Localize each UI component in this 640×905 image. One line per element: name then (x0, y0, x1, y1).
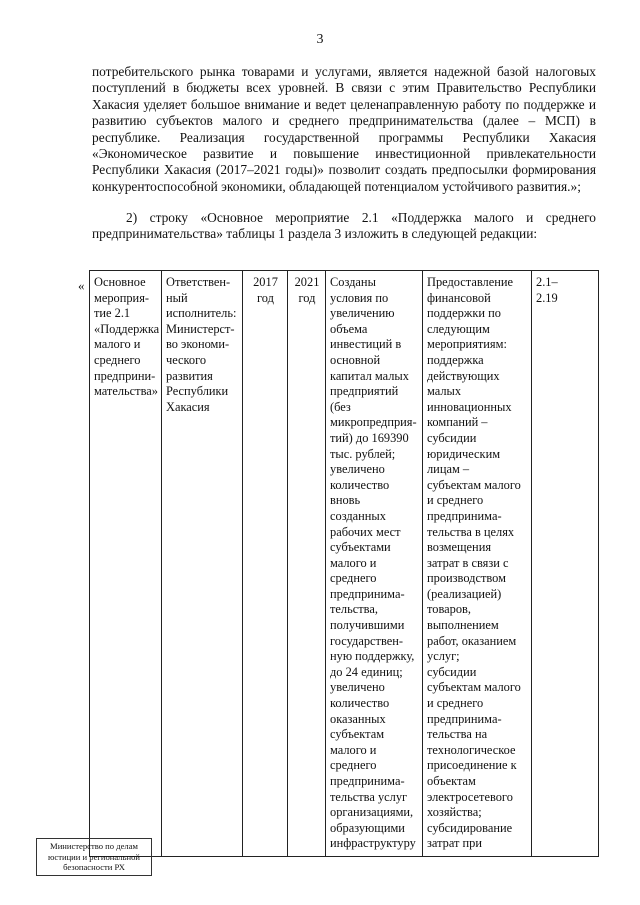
opening-quote-mark: « (78, 278, 85, 293)
cell-end-year: 2021 год (288, 271, 326, 857)
cell-expected-result: Созданы условия по увеличению объема инвестиций в основной капитал малых предприятий (без микропредприя- тий) до 169390 тыс. рублей; увеличено количество вновь созданных рабочих мест субъектами малого и среднего предпринима- тельства, получившими государствен- ную поддержку, до 24 единиц; увеличено количество оказанных субъектам малого и среднего предпринима- тельства услуг организациями, образующими инфраструктуру (326, 271, 423, 857)
page-number: 3 (316, 32, 324, 47)
cell-responsible: Ответствен- ный исполнитель: Министерст- во экономи- ческого развития Республики Хакасия (162, 271, 243, 857)
program-table (89, 270, 599, 857)
paragraph-intro: потребительского рынка товарами и услугами, является надежной базой налоговых поступлений в бюджеты всех уровней. В связи с этим Правительство Республики Хакасия уделяет большое внимание и ведет целенаправленную работу по поддержке и развитию субъектов малого и среднего предпринимательства (далее – МСП) в республике. Реализация государственной программы Республики Хакасия «Экономическое развитие и повышение инвестиционной привлекательности Республики Хакасия (2017–2021 годы)» позволит создать предпосылки формирования конкурентоспособной экономики, обладающей потенциалом устойчивого развития.»; (92, 64, 596, 194)
ministry-stamp: Министерство по делам юстиции и региональной безопасности РХ (36, 838, 152, 876)
cell-activities: Предоставление финансовой поддержки по следующим мероприятиям: поддержка действующих малых инновационных компаний – субсидии юридическим лицам – субъектам малого и среднего предпринима- тельства в целях возмещения затрат в связи с производством (реализацией) товаров, выполнением работ, оказанием услуг; субсидии субъектам малого и среднего предпринима- тельства на технологическое присоединение к объектам электросетевого хозяйства; субсидирование затрат при (423, 271, 532, 857)
cell-event-name: Основное мероприя- тие 2.1 «Поддержка малого и среднего предприни- мательства» (90, 271, 162, 857)
cell-indicators: 2.1– 2.19 (532, 271, 599, 857)
paragraph-amendment: 2) строку «Основное мероприятие 2.1 «Поддержка малого и среднего предпринимательства» таблицы 1 раздела 3 изложить в следующей редакции: (92, 210, 596, 242)
cell-start-year: 2017 год (243, 271, 288, 857)
table-row (90, 271, 599, 857)
